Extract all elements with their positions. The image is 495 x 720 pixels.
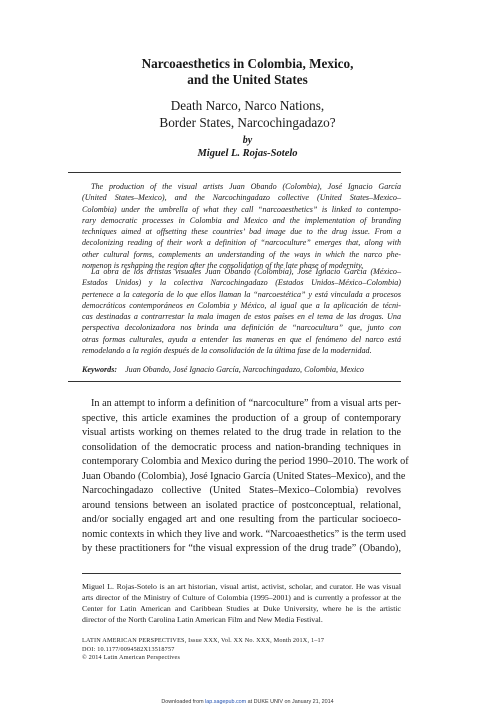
download-suffix: at DUKE UNIV on January 21, 2014 bbox=[246, 699, 334, 705]
abstract-en-line: The production of the visual artists Juan Obando (Colombia), José Ignacio García bbox=[91, 182, 401, 191]
abstract-en-line: rary democratic processes in Colombia and Mexico and the implementation of branding bbox=[82, 215, 401, 225]
copyright: © 2014 Latin American Perspectives bbox=[82, 654, 181, 662]
footnote-line: director of the North Carolina Latin American Film and New Media Festival. bbox=[82, 615, 323, 624]
body-line: consolidation of the democratic process and nation-branding techniques in bbox=[82, 441, 401, 453]
abstract-es-line: remodelando a la región después de la consolidación de la última fase de la modernidad. bbox=[82, 345, 372, 355]
abstract-en-line: (United States–Mexico), and the Narcochingadazo collective (United States–Mexico– bbox=[82, 193, 401, 203]
abstract-en-line: other cultural forms, complements an understanding of the ways in which the narco phe- bbox=[82, 249, 401, 259]
byline-by: by bbox=[242, 135, 253, 146]
body-line: around tensions between an isolated practice of postconceptual, relational, bbox=[82, 499, 401, 511]
article-subtitle bbox=[40, 97, 455, 131]
abstract-en-line: nomenon is reshaping the region after the consolidation of the late phase of modernity. bbox=[82, 260, 364, 270]
abstract-en-line: decolonizing reading of their work a definition of “narcoculture” emerges that, along with bbox=[82, 238, 401, 248]
body-line: Narcochingadazo collective (United States–Mexico–Colombia) revolves bbox=[82, 485, 401, 496]
download-notice bbox=[0, 699, 495, 705]
abstract-es-line: Estados Unidos) y la colectiva Narcochingadazo (Estados Unidos–México–Colombia) bbox=[82, 278, 401, 288]
keywords bbox=[82, 364, 401, 375]
journal-metadata bbox=[82, 637, 401, 663]
body-line: and/or socially engaged art and one resulting from the particular socioeco- bbox=[82, 514, 401, 525]
footnote-line: arts director of the Ministry of Culture of Colombia (1995–2001) and is currently a professor at the bbox=[82, 593, 401, 602]
body-line: contemporary Colombia and Mexico during the period 1990–2010. The work of bbox=[82, 456, 409, 467]
article-title bbox=[40, 56, 455, 88]
body-text bbox=[82, 397, 409, 557]
abstract-es-line: perspectiva decolonizadora nos brinda una definición de “narcocultura” que, junto con bbox=[82, 323, 401, 333]
author-footnote bbox=[82, 581, 401, 625]
body-line: spective, this article examines the production of a group of contemporary bbox=[82, 412, 401, 424]
journal-issue: LATIN AMERICAN PERSPECTIVES, Issue XXX, Vol. XX No. XXX, Month 201X, 1–17 bbox=[82, 637, 325, 644]
abstract-english bbox=[82, 181, 401, 271]
abstract-es-line: cas destinadas a contrarrestar la mala imagen de estos países en el tema de las drogas. Una bbox=[82, 312, 401, 321]
abstract-en-line: techniques aimed at offsetting these countries’ bad image due to the drug issue. From a bbox=[82, 227, 401, 236]
footnote-rule bbox=[82, 573, 401, 574]
abstract-top-rule bbox=[68, 172, 401, 173]
download-link[interactable]: lap.sagepub.com bbox=[205, 699, 247, 705]
body-line: nomic contexts in which they live and work. “Narcoaesthetics” is the term used bbox=[82, 528, 406, 540]
abstract-es-line: pertenece a la categoría de lo que ellos llaman la “narcoestética” y está vinculada a procesos bbox=[82, 289, 401, 299]
abstract-es-line: democráticos contemporáneos en Colombia y México, al igual que a la aplicación de técni- bbox=[82, 300, 401, 310]
body-line: visual artists working on themes related to the drug trade in relation to the bbox=[82, 427, 401, 438]
title-line-1: Narcoaesthetics in Colombia, Mexico, bbox=[141, 56, 354, 71]
doi: DOI: 10.1177/0094582X13518757 bbox=[82, 645, 175, 653]
author-name: Miguel L. Rojas-Sotelo bbox=[197, 148, 298, 159]
body-line: Juan Obando (Colombia), José Ignacio García (United States–Mexico), and the bbox=[82, 470, 406, 482]
abstract-en-line: Colombia) under the umbrella of what they call “narcoaesthetics” is linked to contempo- bbox=[82, 204, 401, 214]
body-line: In an attempt to inform a definition of “narcoculture” from a visual arts per- bbox=[91, 398, 401, 409]
subtitle-line-2: Border States, Narcochingadazo? bbox=[159, 115, 336, 130]
body-line: by these practitioners for “the visual expression of the drug trade” (Obando), bbox=[82, 543, 401, 554]
abstract-es-line: La obra de los artistas visuales Juan Obando (Colombia), José Ignacio García (México– bbox=[91, 267, 401, 276]
keywords-value: Juan Obando, José Ignacio García, Narcochingadazo, Colombia, Mexico bbox=[125, 365, 364, 374]
title-line-2: and the United States bbox=[187, 72, 308, 87]
abstract-es-line: otras formas culturales, ayuda a entender las maneras en que el fenómeno del narco está bbox=[82, 334, 401, 344]
footnote-line: Miguel L. Rojas-Sotelo is an art historian, visual artist, activist, scholar, and curator. He was visual bbox=[82, 582, 401, 591]
footnote-line: Center for Latin American and Caribbean Studies at Duke University, where he is the artistic bbox=[82, 604, 401, 613]
download-prefix: Downloaded from bbox=[161, 699, 206, 705]
subtitle-line-1: Death Narco, Narco Nations, bbox=[170, 98, 325, 113]
keywords-label: Keywords: bbox=[82, 365, 118, 374]
abstract-spanish bbox=[82, 266, 401, 356]
abstract-bottom-rule bbox=[68, 381, 401, 382]
